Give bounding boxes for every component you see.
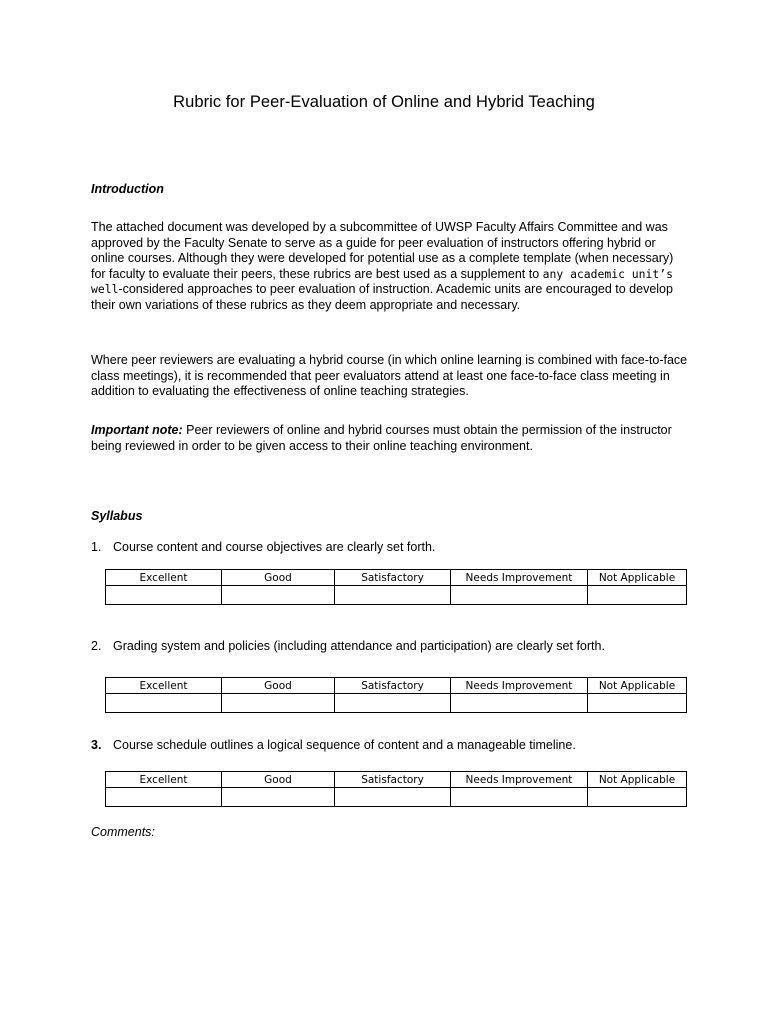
syllabus-item-1 bbox=[91, 540, 435, 554]
intro-paragraph-1-mono-text: any academic unit’s well bbox=[91, 266, 673, 297]
rating-cell-needs-improvement[interactable] bbox=[451, 586, 588, 605]
rating-header-needs-improvement: Needs Improvement bbox=[451, 570, 588, 586]
rating-header-excellent: Excellent bbox=[106, 570, 222, 586]
intro-paragraph-1-text-b: -considered approaches to peer evaluation of instruction. Academic units are encouraged to develop their own variations of these rubrics as they deem appropriate and necessary. bbox=[91, 282, 673, 312]
comments-label: Comments: bbox=[91, 825, 155, 839]
important-note bbox=[91, 423, 691, 454]
rating-header-needs-improvement: Needs Improvement bbox=[451, 678, 588, 694]
syllabus-item-2 bbox=[91, 639, 605, 653]
item-number: 2. bbox=[91, 639, 102, 653]
rating-header-excellent: Excellent bbox=[106, 772, 222, 788]
rating-header-not-applicable: Not Applicable bbox=[588, 570, 687, 586]
item-number: 3. bbox=[91, 738, 102, 752]
rating-cell-satisfactory[interactable] bbox=[335, 694, 451, 713]
rating-header-good: Good bbox=[222, 772, 335, 788]
rating-cell-excellent[interactable] bbox=[106, 586, 222, 605]
rating-header-satisfactory: Satisfactory bbox=[335, 570, 451, 586]
rating-header-good: Good bbox=[222, 678, 335, 694]
rating-cell-satisfactory[interactable] bbox=[335, 788, 451, 807]
intro-paragraph-1-text-a: The attached document was developed by a subcommittee of UWSP Faculty Affairs Committee and was approved by the Faculty Senate to serve as a guide for peer evaluation of instructors offering hybrid or online courses. Although they were developed for potential use as a complete template (when necessary) for faculty to evaluate their peers, these rubrics are best used as a supplement to bbox=[91, 220, 674, 281]
rating-cell-not-applicable[interactable] bbox=[588, 586, 687, 605]
rating-header-satisfactory: Satisfactory bbox=[335, 772, 451, 788]
rating-cell-good[interactable] bbox=[222, 586, 335, 605]
rating-cell-not-applicable[interactable] bbox=[588, 694, 687, 713]
rating-cell-good[interactable] bbox=[222, 788, 335, 807]
item-number: 1. bbox=[91, 540, 102, 554]
rating-header-good: Good bbox=[222, 570, 335, 586]
introduction-paragraph-2: Where peer reviewers are evaluating a hybrid course (in which online learning is combined with face-to-face class meetings), it is recommended that peer evaluators attend at least one face-to-face class meeting in addition to evaluating the effectiveness of online teaching strategies. bbox=[91, 353, 688, 399]
rating-cell-satisfactory[interactable] bbox=[335, 586, 451, 605]
rating-cell-not-applicable[interactable] bbox=[588, 788, 687, 807]
rating-cell-excellent[interactable] bbox=[106, 788, 222, 807]
rating-header-satisfactory: Satisfactory bbox=[335, 678, 451, 694]
rating-header-needs-improvement: Needs Improvement bbox=[451, 772, 588, 788]
document-title: Rubric for Peer-Evaluation of Online and Hybrid Teaching bbox=[173, 93, 595, 111]
rating-cell-needs-improvement[interactable] bbox=[451, 694, 588, 713]
important-note-label: Important note: bbox=[91, 423, 183, 437]
rating-cell-needs-improvement[interactable] bbox=[451, 788, 588, 807]
syllabus-item-3 bbox=[91, 738, 576, 752]
introduction-paragraph-1 bbox=[91, 220, 691, 314]
introduction-heading: Introduction bbox=[91, 182, 164, 196]
syllabus-heading: Syllabus bbox=[91, 509, 143, 523]
rating-table-1 bbox=[105, 569, 687, 605]
rating-header-excellent: Excellent bbox=[106, 678, 222, 694]
item-text: Course schedule outlines a logical sequence of content and a manageable timeline. bbox=[113, 738, 576, 752]
important-note-text: Peer reviewers of online and hybrid courses must obtain the permission of the instructor being reviewed in order to be given access to their online teaching environment. bbox=[91, 423, 672, 453]
rating-header-not-applicable: Not Applicable bbox=[588, 772, 687, 788]
item-text: Course content and course objectives are clearly set forth. bbox=[113, 540, 436, 554]
rating-table-3 bbox=[105, 771, 687, 807]
item-text: Grading system and policies (including attendance and participation) are clearly set forth. bbox=[113, 639, 605, 653]
rating-header-not-applicable: Not Applicable bbox=[588, 678, 687, 694]
rating-table-2 bbox=[105, 677, 687, 713]
rating-cell-excellent[interactable] bbox=[106, 694, 222, 713]
rating-cell-good[interactable] bbox=[222, 694, 335, 713]
